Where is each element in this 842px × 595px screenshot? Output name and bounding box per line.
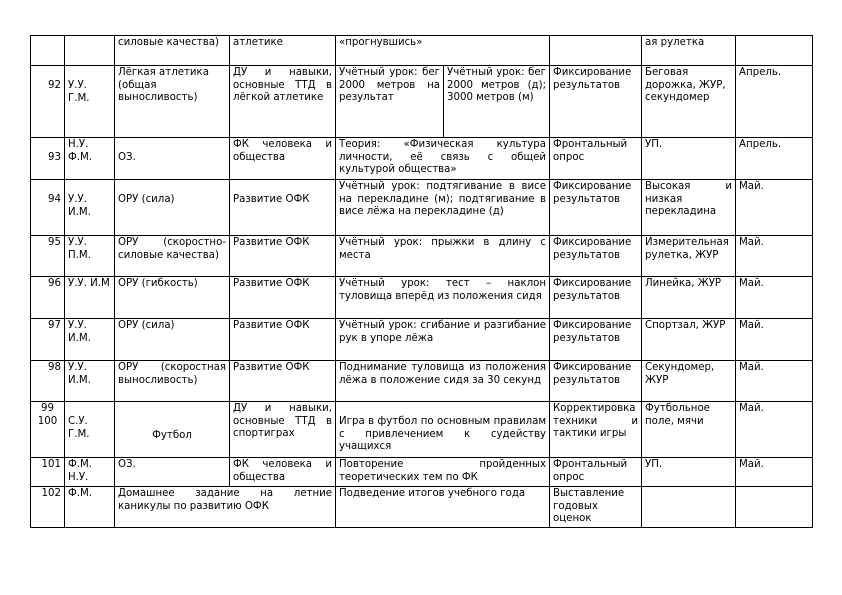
cell-control: Фиксирование результатов	[550, 361, 642, 402]
cell-section: Развитие ОФК	[230, 361, 336, 402]
cell-section: Развитие ОФК	[230, 319, 336, 361]
cell-topic: Домашнее задание на летние каникулы по развитию ОФК	[115, 487, 336, 528]
cell-date: Май.	[736, 458, 813, 487]
cell-control: Корректировка техники и тактики игры	[550, 402, 642, 458]
cell-teacher: У.У. И.М.	[65, 180, 115, 236]
cell-lesson: Учётный урок: прыжки в длину с места	[336, 236, 550, 277]
cell-lesson: Игра в футбол по основным правилам с привлечением к судейству учащихся	[336, 402, 550, 458]
cell-lesson: «прогнувшись»	[336, 36, 550, 66]
cell-date: Май.	[736, 402, 813, 458]
table-row	[31, 361, 813, 402]
cell-teacher: У.У. Г.М.	[65, 66, 115, 138]
table-row	[31, 458, 813, 487]
cell-equipment: Измерительная рулетка, ЖУР	[642, 236, 736, 277]
cell-lesson: Поднимание туловища из положения лёжа в положение сидя за 30 секунд	[336, 361, 550, 402]
cell-teacher	[65, 36, 115, 66]
cell-num: 101	[31, 458, 65, 487]
cell-lesson: Учётный урок: сгибание и разгибание рук в упоре лёжа	[336, 319, 550, 361]
cell-date: Май.	[736, 236, 813, 277]
cell-topic: ОРУ (гибкость)	[115, 277, 230, 319]
cell-equipment: Линейка, ЖУР	[642, 277, 736, 319]
cell-num: 102	[31, 487, 65, 528]
cell-date: Май.	[736, 361, 813, 402]
cell-topic: ОЗ.	[115, 138, 230, 180]
cell-num: 98	[31, 361, 65, 402]
cell-teacher: Ф.М. Н.У.	[65, 458, 115, 487]
cell-section: Развитие ОФК	[230, 180, 336, 236]
cell-topic: Лёгкая атлетика (общая выносливость)	[115, 66, 230, 138]
cell-section: атлетике	[230, 36, 336, 66]
cell-num: 93	[31, 138, 65, 180]
table-row	[31, 236, 813, 277]
cell-date: Апрель.	[736, 66, 813, 138]
cell-lesson: Учётный урок: тест – наклон туловища вперёд из положения сидя	[336, 277, 550, 319]
cell-control: Фиксирование результатов	[550, 319, 642, 361]
table-row	[31, 180, 813, 236]
cell-teacher: У.У. П.М.	[65, 236, 115, 277]
cell-date: Май.	[736, 180, 813, 236]
cell-date	[736, 487, 813, 528]
table-row	[31, 138, 813, 180]
cell-lesson: Учётный урок: подтягивание в висе на перекладине (м); подтягивание в висе лёжа на перекладине (д)	[336, 180, 550, 236]
cell-num: 96	[31, 277, 65, 319]
cell-equipment	[642, 487, 736, 528]
cell-teacher: С.У. Г.М.	[65, 402, 115, 458]
cell-equipment: Высокая и низкая перекладина	[642, 180, 736, 236]
lesson-plan-table	[30, 35, 813, 528]
cell-control: Выставление годовых оценок	[550, 487, 642, 528]
cell-equipment: УП.	[642, 138, 736, 180]
cell-lesson-alt: Учётный урок: бег 2000 метров (д); 3000 метров (м)	[444, 66, 550, 138]
cell-section: ФК человека и общества	[230, 138, 336, 180]
cell-lesson: Подведение итогов учебного года	[336, 487, 550, 528]
table-row	[31, 277, 813, 319]
cell-equipment: Беговая дорожка, ЖУР, секундомер	[642, 66, 736, 138]
cell-control: Фиксирование результатов	[550, 180, 642, 236]
cell-equipment: Спортзал, ЖУР	[642, 319, 736, 361]
cell-control: Фиксирование результатов	[550, 236, 642, 277]
cell-topic: ОРУ (сила)	[115, 319, 230, 361]
cell-topic: силовые качества)	[115, 36, 230, 66]
cell-date: Апрель.	[736, 138, 813, 180]
cell-section: ФК человека и общества	[230, 458, 336, 487]
cell-date: Май.	[736, 319, 813, 361]
cell-num: 94	[31, 180, 65, 236]
cell-teacher: Н.У. Ф.М.	[65, 138, 115, 180]
cell-control	[550, 36, 642, 66]
cell-teacher: У.У. И.М	[65, 277, 115, 319]
cell-control: Фронтальный опрос	[550, 458, 642, 487]
cell-lesson: Повторение пройденных теоретических тем по ФК	[336, 458, 550, 487]
cell-control: Фиксирование результатов	[550, 277, 642, 319]
cell-topic: ОРУ (скоростно-силовые качества)	[115, 236, 230, 277]
cell-date: Май.	[736, 277, 813, 319]
cell-num: 92	[31, 66, 65, 138]
cell-lesson: Учётный урок: бег 2000 метров на результат	[336, 66, 444, 138]
cell-num: 97	[31, 319, 65, 361]
table-row	[31, 66, 813, 138]
cell-control: Фронтальный опрос	[550, 138, 642, 180]
cell-teacher: У.У. И.М.	[65, 361, 115, 402]
table-row	[31, 36, 813, 66]
cell-topic: ОЗ.	[115, 458, 230, 487]
cell-topic: Футбол	[115, 402, 230, 458]
cell-lesson: Теория: «Физическая культура личности, её связь с общей культурой общества»	[336, 138, 550, 180]
cell-section: Развитие ОФК	[230, 277, 336, 319]
cell-topic: ОРУ (сила)	[115, 180, 230, 236]
cell-date	[736, 36, 813, 66]
cell-section: ДУ и навыки, основные ТТД в лёгкой атлетике	[230, 66, 336, 138]
cell-control: Фиксирование результатов	[550, 66, 642, 138]
cell-teacher: У.У. И.М.	[65, 319, 115, 361]
cell-num: 95	[31, 236, 65, 277]
cell-equipment: УП.	[642, 458, 736, 487]
cell-num: 99 100	[31, 402, 65, 458]
table-row	[31, 319, 813, 361]
table-row	[31, 487, 813, 528]
cell-topic: ОРУ (скоростная выносливость)	[115, 361, 230, 402]
cell-section: Развитие ОФК	[230, 236, 336, 277]
cell-equipment: ая рулетка	[642, 36, 736, 66]
cell-equipment: Футбольное поле, мячи	[642, 402, 736, 458]
cell-equipment: Секундомер, ЖУР	[642, 361, 736, 402]
cell-num	[31, 36, 65, 66]
cell-teacher: Ф.М.	[65, 487, 115, 528]
cell-section: ДУ и навыки, основные ТТД в спортиграх	[230, 402, 336, 458]
table-row	[31, 402, 813, 458]
